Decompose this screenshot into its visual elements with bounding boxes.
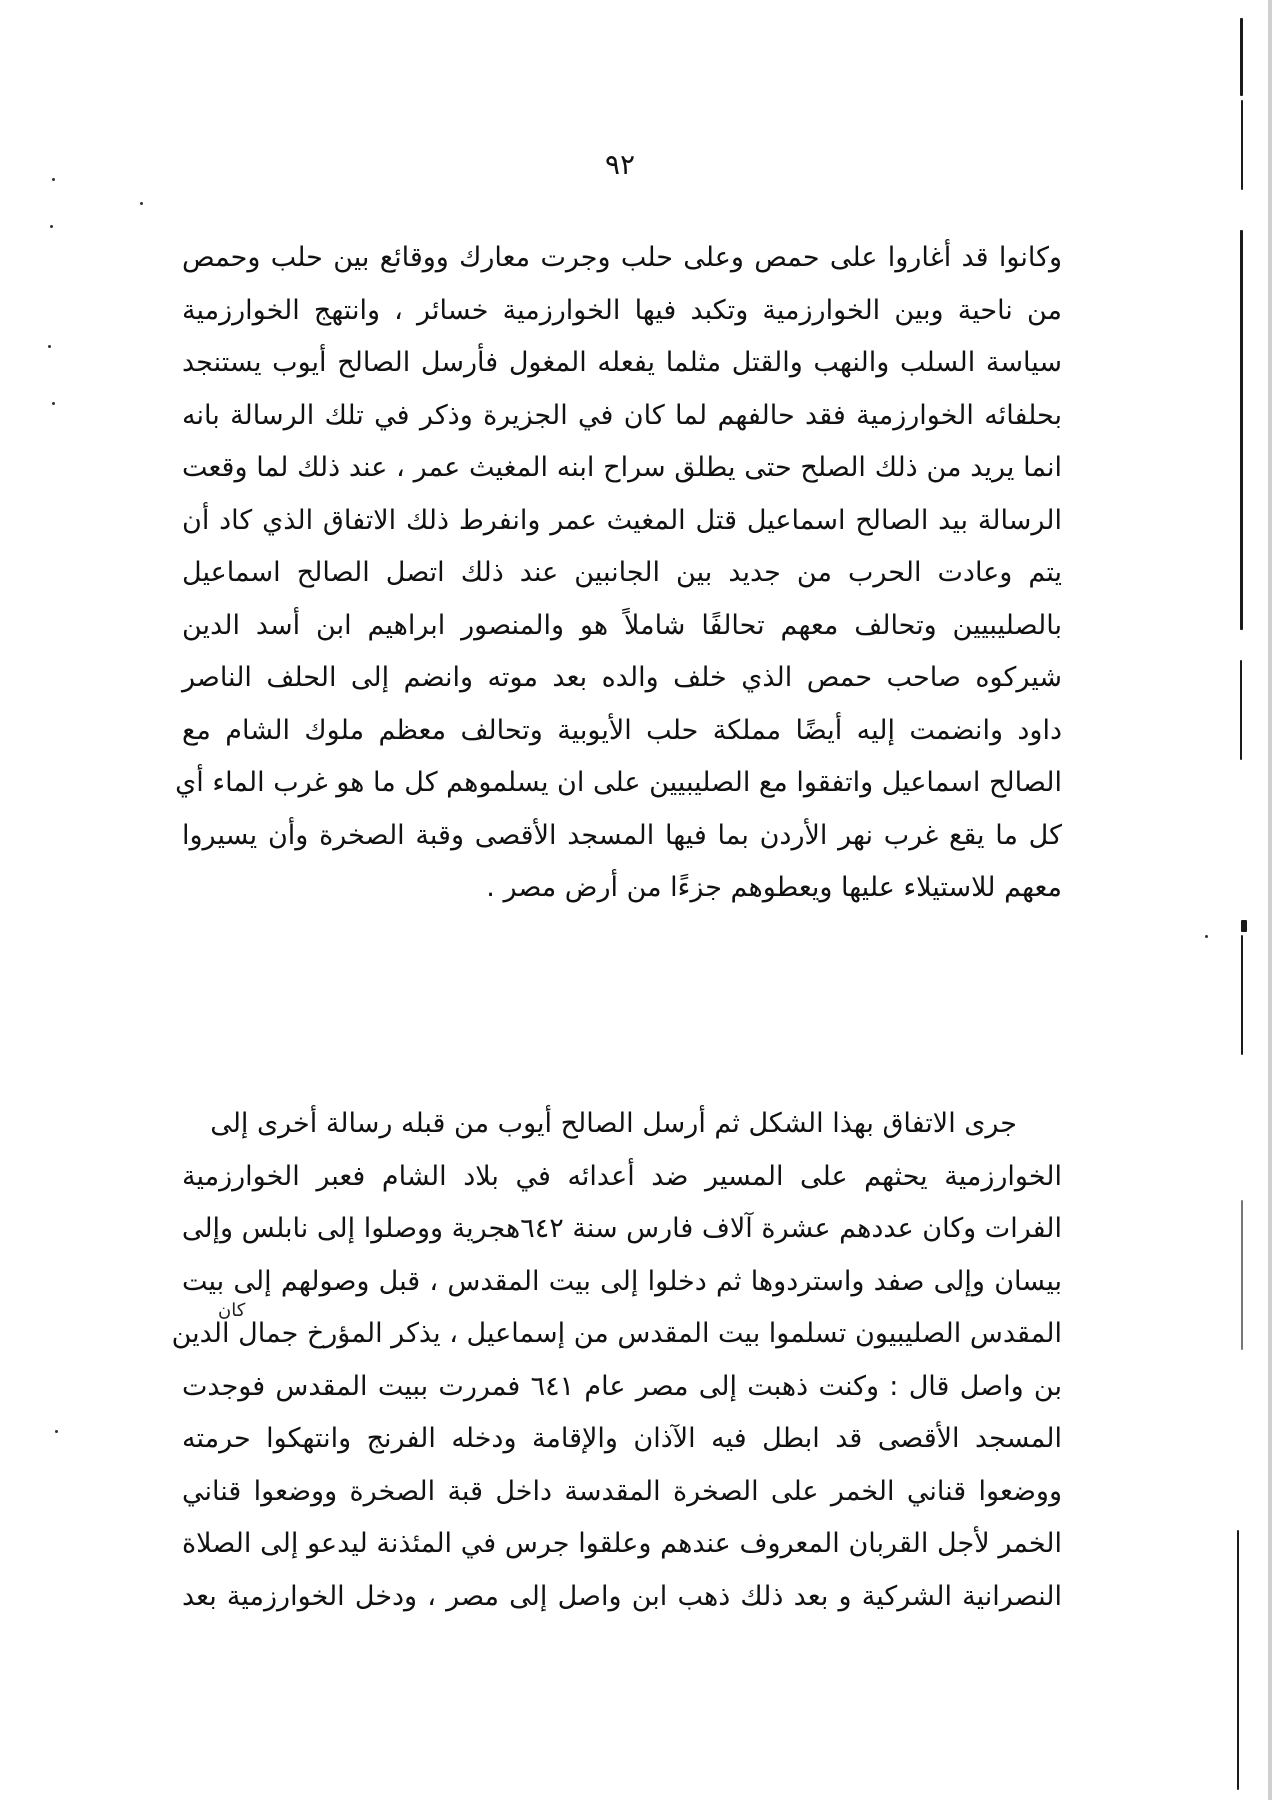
text-line: داود وانضمت إليه أيضًا مملكة حلب الأيوبية وتحالف معظم ملوك الشام مع (182, 714, 1062, 746)
text-line: النصرانية الشركية و بعد ذلك ذهب ابن واصل إلى مصر ، ودخل الخوارزمية بعد (182, 1580, 1062, 1612)
scan-mark (1240, 230, 1243, 630)
text-line: المقدس الصليبيون تسلموا بيت المقدس من إسماعيل ، يذكر المؤرخ جمال الدين (171, 1318, 1062, 1349)
text-line: المسجد الأقصى قد ابطل فيه الآذان والإقامة ودخله الفرنج وانتهكوا حرمته (182, 1423, 1062, 1454)
scan-speck (50, 225, 53, 228)
text-line: معهم للاستيلاء عليها ويعطوهم جزءًا من أرض مصر . (486, 872, 1062, 903)
scan-mark (1237, 1530, 1239, 1790)
text-line: الخوارزمية يحثهم على المسير ضد أعدائه في بلاد الشام فعبر الخوارزمية (182, 1160, 1062, 1192)
text-line: يتم وعادت الحرب من جديد بين الجانبين عند ذلك اتصل الصالح اسماعيل (182, 557, 1062, 588)
scan-mark (1241, 920, 1247, 932)
paragraph-2 (171, 1098, 1062, 1623)
text-line: الفرات وكان عددهم عشرة آلاف فارس سنة ٦٤٢هجرية ووصلوا إلى نابلس وإلى (181, 1213, 1062, 1244)
text-line: جرى الاتفاق بهذا الشكل ثم أرسل الصالح أيوب من قبله رسالة أخرى إلى (210, 1108, 1017, 1139)
text-line: وكانوا قد أغاروا على حمص وعلى حلب وجرت معارك ووقائع بين حلب وحمص (182, 242, 1062, 273)
handwritten-insertion: كان (218, 1300, 246, 1321)
paragraph-1 (175, 232, 1062, 915)
text-line: بيسان وإلى صفد واستردوها ثم دخلوا إلى بيت المقدس ، قبل وصولهم إلى بيت (182, 1265, 1062, 1297)
scan-mark (1241, 100, 1243, 190)
text-line: من ناحية وبين الخوارزمية وتكبد فيها الخوارزمية خسائر ، وانتهج الخوارزمية (182, 294, 1062, 326)
text-line: ووضعوا قناني الخمر على الصخرة المقدسة داخل قبة الصخرة ووضعوا قناني (182, 1475, 1062, 1507)
scan-mark (1241, 935, 1243, 1055)
scan-speck (52, 402, 55, 405)
text-line: شيركوه صاحب حمص الذي خلف والده بعد موته وانضم إلى الحلف الناصر (182, 662, 1062, 693)
text-line: الصالح اسماعيل واتفقوا مع الصليبيين على ان يسلموهم كل ما هو غرب الماء أي (175, 767, 1062, 798)
scan-speck (48, 345, 51, 348)
text-line: بن واصل قال : وكنت ذهبت إلى مصر عام ٦٤١ فمررت ببيت المقدس فوجدت (182, 1370, 1062, 1402)
scan-speck (52, 178, 55, 181)
scan-mark (1240, 18, 1243, 96)
page-number: ٩٢ (604, 148, 636, 181)
scan-mark (1240, 660, 1242, 760)
text-line: انما يريد من ذلك الصلح حتى يطلق سراح ابنه المغيث عمر ، عند ذلك لما وقعت (182, 452, 1062, 483)
scan-speck (1205, 935, 1208, 938)
text-line: الخمر لأجل القربان المعروف عندهم وعلقوا جرس في المئذنة ليدعو إلى الصلاة (182, 1528, 1062, 1559)
text-line: الرسالة بيد الصالح اسماعيل قتل المغيث عمر وانفرط ذلك الاتفاق الذي كاد أن (182, 504, 1062, 536)
text-line: كل ما يقع غرب نهر الأردن بما فيها المسجد الأقصى وقبة الصخرة وأن يسيروا (182, 819, 1062, 851)
scan-speck (55, 1430, 58, 1433)
text-line: بحلفائه الخوارزمية فقد حالفهم لما كان في الجزيرة وذكر في تلك الرسالة بانه (182, 399, 1062, 431)
scan-edge (1268, 0, 1272, 1800)
scan-speck (140, 202, 143, 205)
text-line: بالصليبيين وتحالف معهم تحالفًا شاملاً هو والمنصور ابراهيم ابن أسد الدين (182, 609, 1062, 641)
scan-mark (1241, 1200, 1243, 1350)
text-line: سياسة السلب والنهب والقتل مثلما يفعله المغول فأرسل الصالح أيوب يستنجد (182, 347, 1062, 378)
